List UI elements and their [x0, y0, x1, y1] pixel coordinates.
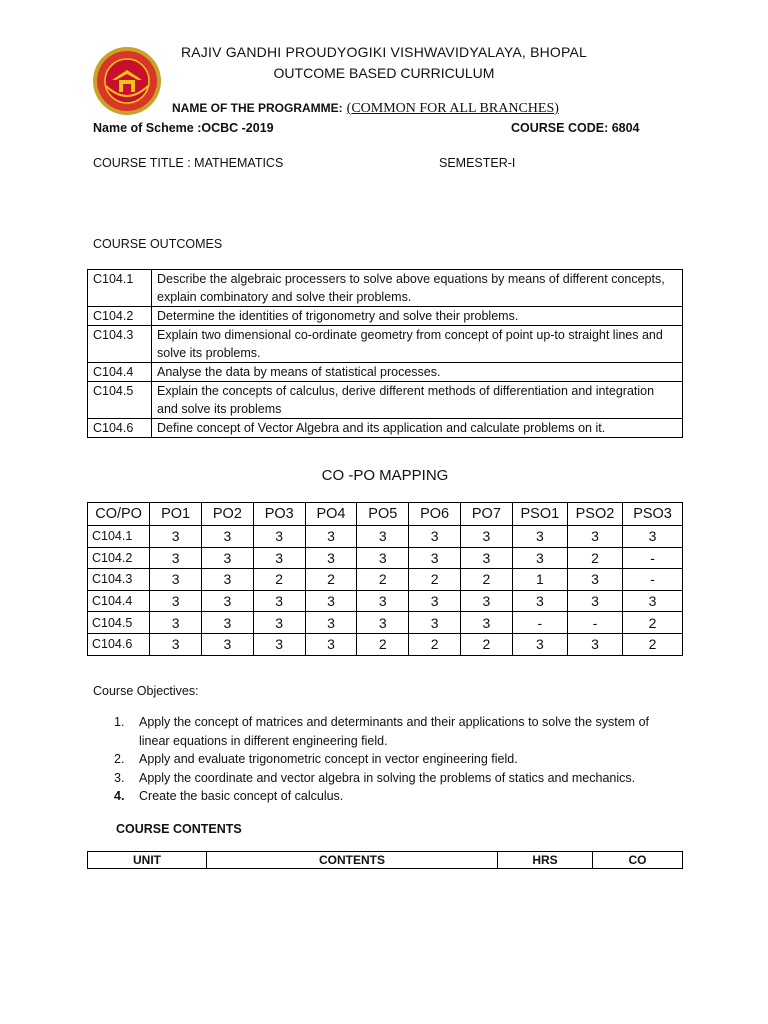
table-cell: 3: [460, 547, 512, 569]
table-cell: 3: [305, 590, 357, 612]
table-cell: 3: [567, 633, 622, 655]
table-cell: 3: [305, 547, 357, 569]
curriculum-title: OUTCOME BASED CURRICULUM: [273, 65, 495, 81]
outcomes-heading: COURSE OUTCOMES: [93, 237, 223, 251]
contents-heading: COURSE CONTENTS: [116, 822, 242, 836]
table-cell: 3: [305, 612, 357, 634]
column-header: PSO3: [623, 503, 683, 526]
table-row: [88, 363, 683, 382]
table-cell: 3: [357, 612, 409, 634]
col-co: CO: [593, 852, 683, 869]
table-cell: 3: [409, 612, 461, 634]
table-cell: 3: [253, 633, 305, 655]
table-cell: 3: [460, 590, 512, 612]
column-header: PO4: [305, 503, 357, 526]
programme-label: NAME OF THE PROGRAMME:: [172, 101, 343, 115]
outcomes-table: [87, 269, 683, 438]
table-cell: 3: [567, 526, 622, 548]
mapping-title: CO -PO MAPPING: [321, 467, 449, 484]
row-label: C104.4: [88, 590, 150, 612]
university-name: RAJIV GANDHI PROUDYOGIKI VISHWAVIDYALAYA, BHOPAL: [180, 44, 588, 60]
table-row: [88, 590, 683, 612]
list-item: [114, 713, 674, 750]
table-cell: 3: [253, 612, 305, 634]
row-label: C104.5: [88, 612, 150, 634]
table-cell: 2: [357, 569, 409, 591]
table-cell: 3: [409, 590, 461, 612]
column-header: PSO2: [567, 503, 622, 526]
table-row: [88, 419, 683, 438]
table-cell: 3: [202, 612, 254, 634]
item-number: 3.: [114, 770, 125, 785]
list-item: [114, 787, 674, 806]
table-cell: 3: [512, 526, 567, 548]
table-cell: 2: [460, 633, 512, 655]
table-cell: 3: [623, 590, 683, 612]
table-cell: 2: [305, 569, 357, 591]
column-header: PO2: [202, 503, 254, 526]
table-cell: 3: [150, 590, 202, 612]
objectives-list: [114, 713, 674, 806]
outcome-code: C104.5: [88, 382, 152, 419]
outcome-text: Define concept of Vector Algebra and its application and calculate problems on it.: [152, 419, 683, 438]
table-header-row: [88, 503, 683, 526]
table-cell: 3: [460, 526, 512, 548]
table-cell: 3: [253, 526, 305, 548]
list-item: [114, 750, 674, 769]
table-row: [88, 547, 683, 569]
table-cell: 3: [357, 590, 409, 612]
outcome-text: Analyse the data by means of statistical processes.: [152, 363, 683, 382]
table-cell: 2: [409, 569, 461, 591]
row-label: C104.3: [88, 569, 150, 591]
table-cell: -: [623, 547, 683, 569]
outcome-code: C104.2: [88, 307, 152, 326]
table-cell: 2: [357, 633, 409, 655]
table-cell: 3: [150, 526, 202, 548]
table-cell: -: [623, 569, 683, 591]
table-cell: 3: [305, 526, 357, 548]
table-cell: 2: [567, 547, 622, 569]
col-contents: CONTENTS: [207, 852, 498, 869]
table-cell: -: [567, 612, 622, 634]
table-cell: 2: [623, 633, 683, 655]
item-number: 4.: [114, 789, 125, 804]
table-row: [88, 526, 683, 548]
table-cell: 3: [357, 526, 409, 548]
course-title: COURSE TITLE : MATHEMATICS: [93, 156, 284, 170]
contents-table: [87, 851, 683, 869]
co-po-mapping-table: [87, 502, 683, 656]
table-cell: 3: [253, 547, 305, 569]
table-cell: 3: [202, 590, 254, 612]
table-row: [88, 270, 683, 307]
column-header: PSO1: [512, 503, 567, 526]
column-header: PO5: [357, 503, 409, 526]
table-cell: 3: [202, 547, 254, 569]
objectives-heading: Course Objectives:: [93, 684, 199, 698]
table-cell: 3: [409, 526, 461, 548]
table-header-row: [88, 852, 683, 869]
item-text: Apply the coordinate and vector algebra in solving the problems of statics and mechanics.: [139, 770, 636, 785]
outcome-code: C104.1: [88, 270, 152, 307]
table-cell: 3: [512, 547, 567, 569]
table-cell: 2: [253, 569, 305, 591]
table-cell: 3: [567, 569, 622, 591]
table-cell: 3: [305, 633, 357, 655]
outcome-code: C104.4: [88, 363, 152, 382]
table-cell: 3: [202, 526, 254, 548]
row-label: C104.6: [88, 633, 150, 655]
table-cell: 2: [623, 612, 683, 634]
table-row: [88, 307, 683, 326]
table-cell: 3: [253, 590, 305, 612]
item-number: 1.: [114, 715, 125, 729]
table-cell: 2: [460, 569, 512, 591]
item-text: Apply the concept of matrices and determinants and their applications to solve the system of linear equations in different engineering field.: [139, 715, 649, 748]
table-cell: -: [512, 612, 567, 634]
list-item: [114, 769, 674, 788]
column-header: PO7: [460, 503, 512, 526]
column-header: PO1: [150, 503, 202, 526]
table-cell: 3: [512, 590, 567, 612]
row-label: C104.2: [88, 547, 150, 569]
course-code: COURSE CODE: 6804: [511, 121, 640, 135]
table-cell: 3: [202, 569, 254, 591]
table-cell: 3: [567, 590, 622, 612]
table-cell: 3: [202, 633, 254, 655]
item-number: 2.: [114, 752, 125, 767]
column-header: CO/PO: [88, 503, 150, 526]
col-hrs: HRS: [498, 852, 593, 869]
outcome-text: Describe the algebraic processers to solve above equations by means of different concepts, explain combinatory and solve their problems.: [152, 270, 683, 307]
programme-line: [172, 101, 559, 117]
table-cell: 3: [150, 633, 202, 655]
table-row: [88, 326, 683, 363]
table-cell: 3: [409, 547, 461, 569]
row-label: C104.1: [88, 526, 150, 548]
table-cell: 2: [409, 633, 461, 655]
table-row: [88, 382, 683, 419]
table-row: [88, 633, 683, 655]
table-row: [88, 612, 683, 634]
item-text: Apply and evaluate trigonometric concept in vector engineering field.: [139, 752, 518, 767]
table-cell: 3: [460, 612, 512, 634]
table-cell: 3: [512, 633, 567, 655]
table-cell: 3: [150, 547, 202, 569]
table-cell: 3: [623, 526, 683, 548]
scheme-name: Name of Scheme :OCBC -2019: [93, 121, 274, 135]
semester: SEMESTER-I: [439, 156, 516, 170]
outcome-text: Determine the identities of trigonometry and solve their problems.: [152, 307, 683, 326]
outcome-text: Explain the concepts of calculus, derive different methods of differentiation and integration and solve its problems: [152, 382, 683, 419]
programme-value: (COMMON FOR ALL BRANCHES): [346, 101, 559, 116]
table-cell: 3: [150, 612, 202, 634]
table-cell: 3: [150, 569, 202, 591]
outcome-code: C104.6: [88, 419, 152, 438]
outcome-code: C104.3: [88, 326, 152, 363]
table-cell: 3: [357, 547, 409, 569]
table-row: [88, 569, 683, 591]
outcome-text: Explain two dimensional co-ordinate geometry from concept of point up-to straight lines and solve its problems.: [152, 326, 683, 363]
table-cell: 1: [512, 569, 567, 591]
column-header: PO6: [409, 503, 461, 526]
column-header: PO3: [253, 503, 305, 526]
item-text: Create the basic concept of calculus.: [139, 789, 344, 804]
col-unit: UNIT: [88, 852, 207, 869]
